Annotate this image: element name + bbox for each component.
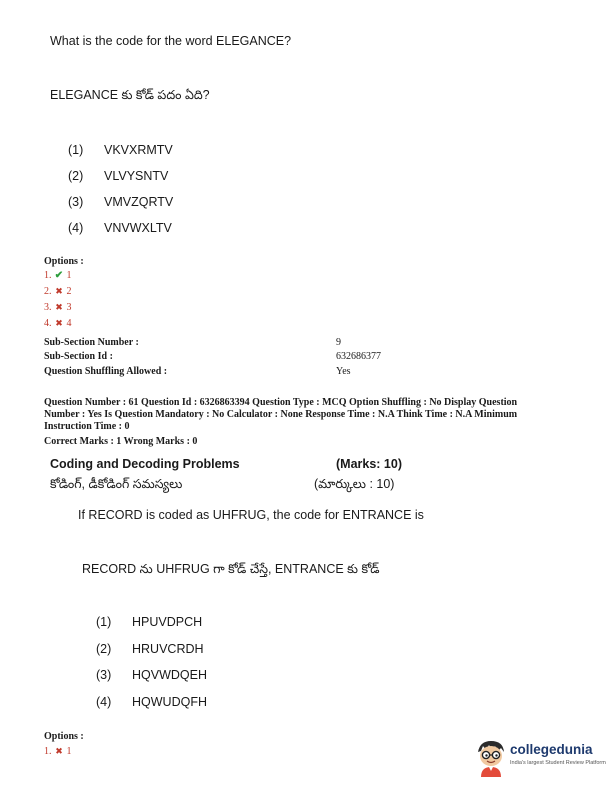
q2-marks: Correct Marks : 1 Wrong Marks : 0 <box>44 436 198 447</box>
q2-meta-line-2: Number : Yes Is Question Mandatory : No Calculator : None Response Time : N.A Think Time : N.A Minimum <box>44 409 518 420</box>
shuffle-value: Yes <box>336 366 351 377</box>
q1-options-title: Options : <box>44 256 84 267</box>
q1-answer-2 <box>44 286 72 297</box>
logo-name: collegedunia <box>510 742 593 757</box>
answer-number: 3. <box>44 302 52 313</box>
q2-question-te: RECORD ను UHFRUG గా కోడ్ చేస్తే, ENTRANCE కు కోడ్ <box>82 562 380 576</box>
q1-answer-4 <box>44 318 72 329</box>
cross-icon: ✖ <box>55 318 63 328</box>
answer-label: 2 <box>66 286 72 297</box>
shuffle-label: Question Shuffling Allowed : <box>44 366 168 377</box>
q2-heading-en: Coding and Decoding Problems <box>50 457 240 471</box>
option-number: (2) <box>96 642 112 656</box>
q2-marks-en: (Marks: 10) <box>336 457 402 471</box>
q1-answer-3 <box>44 302 72 313</box>
subsection-id-label: Sub-Section Id : <box>44 351 113 362</box>
subsection-number-value: 9 <box>336 337 341 348</box>
answer-number: 1. <box>44 746 52 757</box>
q2-heading-te: కోడింగ్, డీకోడింగ్ సమస్యలు <box>50 477 183 491</box>
option-value: VLVYSNTV <box>104 169 169 183</box>
option-number: (3) <box>96 668 112 682</box>
q2-meta-line-3: Instruction Time : 0 <box>44 421 130 432</box>
logo-tagline: India's largest Student Review Platform <box>510 760 606 766</box>
subsection-id-value: 632686377 <box>336 351 381 362</box>
option-value: VMVZQRTV <box>104 195 174 209</box>
option-value: VNVWXLTV <box>104 221 172 235</box>
answer-label: 4 <box>66 318 72 329</box>
student-mascot-icon <box>474 738 508 778</box>
option-value: HQWUDQFH <box>132 695 207 709</box>
option-value: HPUVDPCH <box>132 615 203 629</box>
q2-answer-1 <box>44 746 72 757</box>
cross-icon: ✖ <box>55 286 63 296</box>
q2-meta-line-1: Question Number : 61 Question Id : 6326863394 Question Type : MCQ Option Shuffling : No Display Question <box>44 397 518 408</box>
q1-question-te: ELEGANCE కు కోడ్ పదం ఏది? <box>50 88 210 102</box>
q2-marks-te: (మార్కులు : 10) <box>314 477 395 491</box>
option-number: (4) <box>68 221 84 235</box>
check-icon: ✔ <box>54 270 64 281</box>
option-number: (4) <box>96 695 112 709</box>
q2-options-title: Options : <box>44 731 84 742</box>
option-number: (3) <box>68 195 84 209</box>
q1-answer-1 <box>44 270 72 281</box>
option-number: (1) <box>68 143 84 157</box>
subsection-number-label: Sub-Section Number : <box>44 337 139 348</box>
q1-question-en: What is the code for the word ELEGANCE? <box>50 34 292 48</box>
option-number: (1) <box>96 615 112 629</box>
cross-icon: ✖ <box>55 746 63 756</box>
answer-number: 4. <box>44 318 52 329</box>
q2-question-en: If RECORD is coded as UHFRUG, the code for ENTRANCE is <box>78 508 424 522</box>
answer-number: 2. <box>44 286 52 297</box>
option-value: HQVWDQEH <box>132 668 207 682</box>
option-number: (2) <box>68 169 84 183</box>
answer-label: 1 <box>66 270 72 281</box>
answer-label: 1 <box>66 746 72 757</box>
answer-number: 1. <box>44 270 52 281</box>
answer-label: 3 <box>66 302 72 313</box>
cross-icon: ✖ <box>55 302 63 312</box>
option-value: VKVXRMTV <box>104 143 173 157</box>
option-value: HRUVCRDH <box>132 642 204 656</box>
collegedunia-logo <box>474 738 604 778</box>
